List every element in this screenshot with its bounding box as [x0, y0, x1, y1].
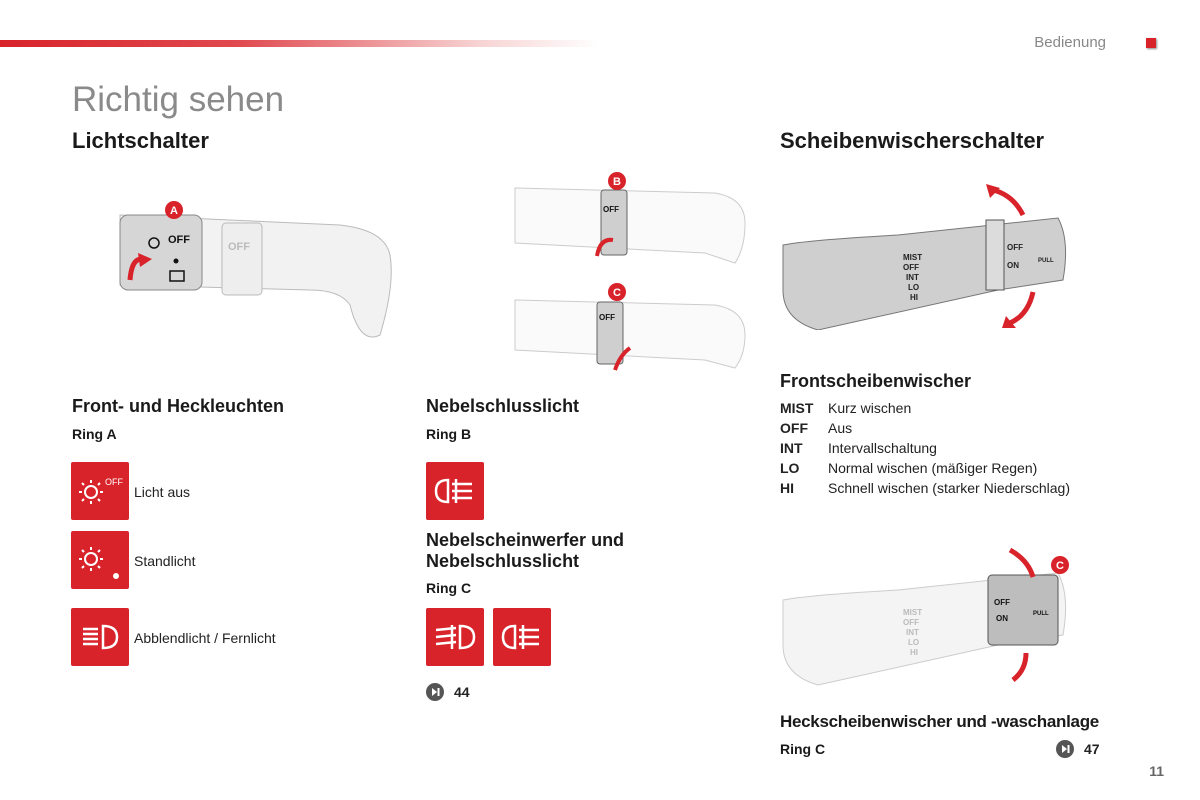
- fog-both-ring: Ring C: [426, 580, 472, 596]
- wiper-value: Schnell wischen (starker Niederschlag): [828, 480, 1070, 496]
- wiper-mist-label: MIST: [903, 253, 923, 262]
- wiper-key: INT: [780, 440, 803, 456]
- stalk-off-label-faded: OFF: [228, 241, 250, 253]
- wiper-pull-label: PULL: [1038, 258, 1054, 264]
- wiper-int-label: INT: [906, 273, 919, 282]
- stalk-c-off-label: OFF: [599, 313, 615, 322]
- wiper-value: Kurz wischen: [828, 400, 912, 416]
- fog-both-heading-line1: Nebelscheinwerfer und: [426, 530, 625, 550]
- wiper-row-int: [780, 440, 1070, 460]
- wiper-page-ref-number: 47: [1084, 741, 1100, 757]
- headlight-icon: [71, 608, 129, 666]
- rear-fog-heading: Nebelschlusslicht: [426, 396, 580, 416]
- wiper-hi-label: HI: [910, 293, 918, 302]
- wiper-value: Intervallschaltung: [828, 440, 937, 456]
- page-title: Richtig sehen: [72, 80, 285, 119]
- fog-page-ref[interactable]: [426, 683, 470, 701]
- wiper2-hi-label: HI: [910, 648, 918, 657]
- light-off-icon-label: OFF: [105, 477, 123, 487]
- wiper-key: OFF: [780, 420, 808, 436]
- rear-wiper-ring: Ring C: [780, 741, 826, 757]
- wiper2-off-label: OFF: [903, 618, 919, 627]
- front-wiper-table: [780, 400, 1070, 500]
- wiper2-mist-label: MIST: [903, 608, 923, 617]
- rear-fog-icon-2: [493, 608, 551, 666]
- wiper-key: MIST: [780, 400, 814, 416]
- section-label: Bedienung: [1034, 34, 1106, 51]
- wiper-key: LO: [780, 460, 800, 476]
- parking-light-label: Standlicht: [134, 553, 196, 569]
- wiper-lo-label: LO: [908, 283, 920, 292]
- light-off-label: Licht aus: [134, 484, 191, 500]
- parking-light-icon: [71, 531, 129, 589]
- section-marker: [1146, 38, 1156, 48]
- page-ref-icon: [426, 683, 444, 701]
- fog-page-ref-number: 44: [454, 684, 470, 700]
- stalk-off-label: OFF: [168, 234, 190, 246]
- wiper-value: Normal wischen (mäßiger Regen): [828, 460, 1038, 476]
- stalk-b-off-label: OFF: [603, 205, 619, 214]
- rear-wiper-heading: Heckscheibenwischer und -waschanlage: [780, 712, 1099, 731]
- light-stalk-illustration-c: [505, 280, 755, 375]
- wiper-row-lo: [780, 460, 1070, 480]
- headlight-label: Abblendlicht / Fernlicht: [134, 630, 276, 646]
- wiper-row-hi: [780, 480, 1070, 500]
- wiper-off2-label: OFF: [1007, 243, 1023, 252]
- rear-fog-ring: Ring B: [426, 426, 472, 442]
- front-lights-ring: Ring A: [72, 426, 117, 442]
- front-lights-heading: Front- und Heckleuchten: [72, 396, 285, 416]
- front-fog-icon: [426, 608, 484, 666]
- header-accent-bar: [0, 40, 600, 47]
- fog-both-heading-line2: Nebelschlusslicht: [426, 551, 580, 571]
- wiper-page-ref[interactable]: [1056, 740, 1100, 758]
- light-off-icon: [71, 462, 129, 520]
- page-ref-icon: [1056, 740, 1074, 758]
- front-wiper-heading: Frontscheibenwischer: [780, 371, 972, 391]
- scheibenwischer-heading: Scheibenwischerschalter: [780, 128, 1045, 153]
- wiper-stalk-illustration-bottom: [778, 545, 1078, 695]
- light-stalk-illustration-b: [505, 168, 755, 268]
- wiper-key: HI: [780, 480, 794, 496]
- light-stalk-illustration-a: [110, 195, 400, 355]
- rear-fog-icon: [426, 462, 484, 520]
- wiper-off-label: OFF: [903, 263, 919, 272]
- badge-b: B: [613, 176, 621, 188]
- wiper-stalk-illustration-top: [778, 180, 1078, 330]
- badge-c: C: [613, 287, 621, 299]
- wiper2-off2-label: OFF: [994, 598, 1010, 607]
- wiper-on-label: ON: [1007, 261, 1019, 270]
- wiper2-on-label: ON: [996, 614, 1008, 623]
- wiper2-lo-label: LO: [908, 638, 920, 647]
- wiper2-int-label: INT: [906, 628, 919, 637]
- badge-a: A: [170, 205, 178, 217]
- badge-c-wiper: C: [1056, 560, 1064, 572]
- wiper-row-off: [780, 420, 1070, 440]
- wiper-value: Aus: [828, 420, 853, 436]
- wiper2-pull-label: PULL: [1033, 611, 1049, 617]
- lichtschalter-heading: Lichtschalter: [72, 128, 209, 153]
- page-number: 11: [1149, 763, 1164, 779]
- wiper-row-mist: [780, 400, 1070, 420]
